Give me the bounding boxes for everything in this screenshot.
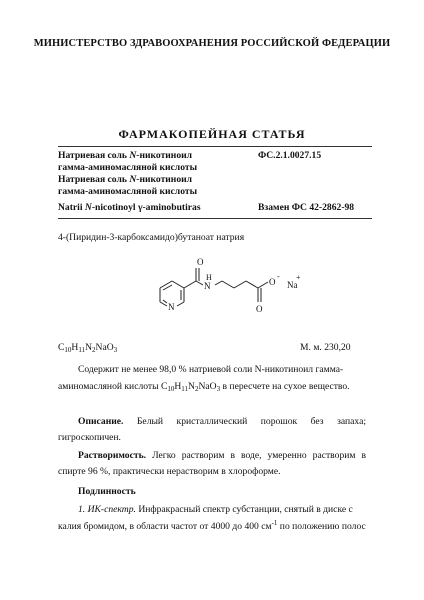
ir-spectrum-line-2: калия бромидом, в области частот от 4000 до 400 $см^{-1}$ по положению полос [58,519,366,532]
ir-spectrum-label: ИК-спектр. [87,504,136,515]
ir-spectrum-line-1: 1. ИК-спектр. Инфракрасный спектр субстанции, снятый в диске с [78,504,353,515]
description-paragraph [58,414,366,446]
content-line-2: аминомасляной кислоты $C_{10}H_{11}N_2NaO_3$ в пересчете на сухое вещество. [58,381,350,393]
atom-h-amide: H [206,273,212,282]
ministry-header: МИНИСТЕРСТВО ЗДРАВООХРАНЕНИЯ РОССИЙСКОЙ ФЕДЕРАЦИИ [33,38,391,49]
divider-top [58,146,372,147]
atom-o-carbonyl: O [256,304,263,314]
atom-n-ring: N [168,302,175,312]
charge-minus: - [277,272,280,281]
molecular-formula: $C_{10}H_{11}N_2NaO_3$ [58,342,118,354]
atom-n-amide: N [204,281,211,291]
charge-plus: + [296,273,301,282]
chemical-name: 4-(Пиридин-3-карбоксамидо)бутаноат натрия [58,232,245,243]
document-type-title: ФАРМАКОПЕЙНАЯ СТАТЬЯ [118,127,306,141]
atom-na: Na [287,280,298,290]
description-text: Белый кристаллический порошок без запаха; гигроскопичен. [58,416,366,443]
fs-number: ФС.2.1.0027.15 [258,150,322,161]
substance-name-latin: Natrii N-nicotinoyl γ-aminobutiras [58,202,201,213]
structural-formula [140,252,320,332]
identity-heading: Подлинность [78,486,136,497]
description-label: Описание. [78,416,124,427]
solubility-paragraph [58,448,366,480]
content-line-1: Содержит не менее 98,0 % натриевой соли N-никотиноил гамма- [78,364,344,375]
solubility-text: Легко растворим в воде, умеренно растворим в спирте 96 %, практически нерастворим в хлороформе. [58,450,366,477]
substance-name-ru-2: Натриевая соль N-никотиноил гамма-аминомасляной кислоты [58,174,198,197]
substance-name-ru-1: Натриевая соль N-никотиноил гамма-аминомасляной кислоты [58,150,198,173]
atom-o-anion: O [269,277,276,287]
replaces-note: Взамен ФС 42-2862-98 [258,202,355,213]
divider-bottom [58,218,372,219]
molar-mass: М. м. 230,20 [300,342,351,353]
solubility-label: Растворимость. [78,450,147,461]
atom-o-amide: O [197,257,204,267]
